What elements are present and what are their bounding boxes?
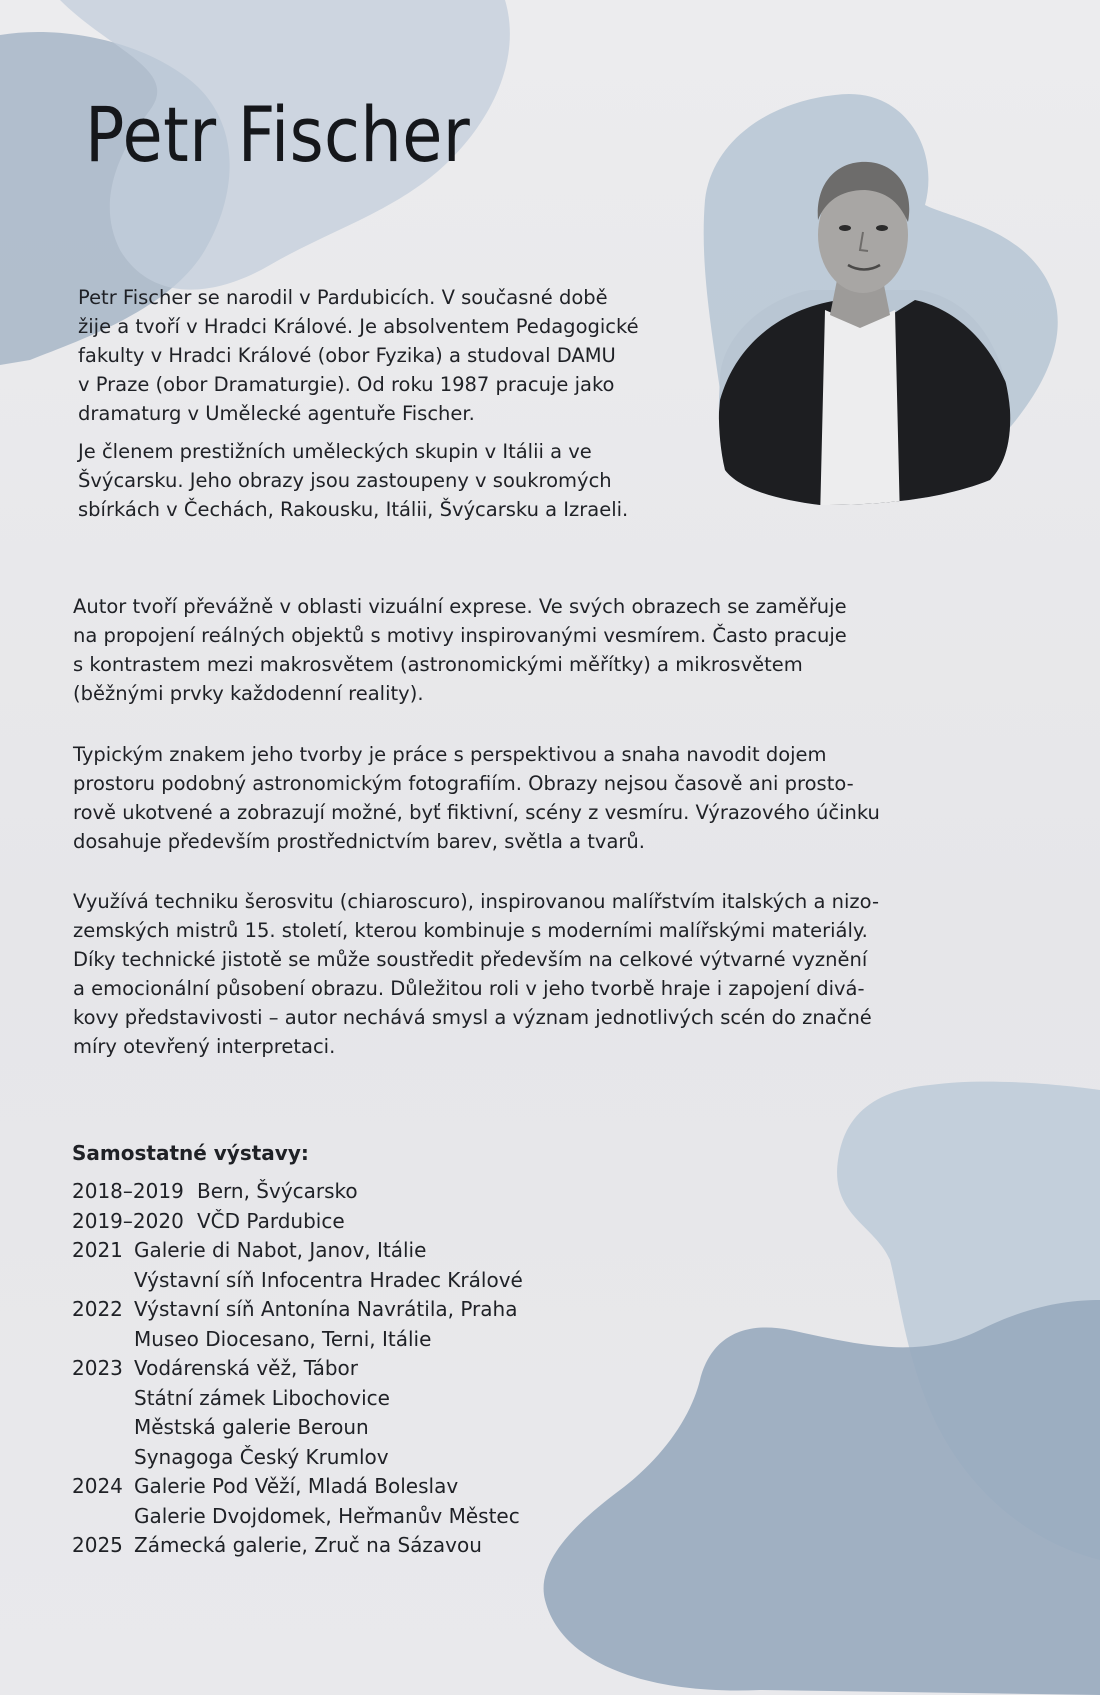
- exhibition-item: [72, 1325, 672, 1355]
- exhibition-item: [72, 1413, 672, 1443]
- exhibition-place: Výstavní síň Infocentra Hradec Králové: [134, 1267, 523, 1292]
- portrait-photo: [700, 150, 1030, 520]
- exhibition-place: Bern, Švýcarsko: [197, 1179, 358, 1203]
- exhibition-item: [72, 1443, 672, 1473]
- exhibition-item: [72, 1354, 672, 1384]
- exhibition-place: VČD Pardubice: [197, 1208, 345, 1233]
- exhibition-year: 2024: [72, 1474, 123, 1498]
- exhibition-year: 2018–2019: [72, 1179, 184, 1203]
- exhibition-place: Synagoga Český Krumlov: [134, 1444, 389, 1469]
- exhibition-place: Galerie Pod Věží, Mladá Boleslav: [134, 1474, 459, 1498]
- exhibition-place: Státní zámek Libochovice: [134, 1385, 390, 1410]
- exhibition-place: Galerie di Nabot, Janov, Itálie: [134, 1238, 427, 1262]
- bio-paragraph: Autor tvoří převážně v oblasti vizuální exprese. Ve svých obrazech se zaměřuje na propojení reálných objektů s motivy inspirovanými vesmírem. Často pracuje s kontrastem mezi makrosvětem (astronomickými měřítky) a mikrosvětem (běžnými prvky každodenní reality).: [73, 595, 847, 705]
- exhibitions-list: [72, 1177, 672, 1561]
- page-title: Petr Fischer: [85, 90, 471, 179]
- exhibition-place: Městská galerie Beroun: [134, 1415, 369, 1439]
- exhibition-item: [72, 1236, 672, 1266]
- exhibition-place: Museo Diocesano, Terni, Itálie: [134, 1326, 432, 1351]
- exhibition-place: Zámecká galerie, Zruč na Sázavou: [134, 1533, 482, 1557]
- exhibition-item: [72, 1266, 672, 1296]
- exhibition-year: 2023: [72, 1356, 123, 1380]
- exhibition-place: Galerie Dvojdomek, Heřmanův Městec: [134, 1503, 520, 1528]
- exhibition-item: [72, 1531, 672, 1561]
- exhibition-place: Výstavní síň Antonína Navrátila, Praha: [134, 1297, 518, 1321]
- exhibition-item: [72, 1384, 672, 1414]
- exhibition-item: [72, 1207, 672, 1237]
- exhibition-item: [72, 1177, 672, 1207]
- portrait-shirt: [820, 310, 900, 520]
- bio-paragraph: Petr Fischer se narodil v Pardubicích. V současné době žije a tvoří v Hradci Králové. Je absolventem Pedagogické fakulty v Hradci Králové (obor Fyzika) a studoval DAMU v Praze (obor Dramaturgie). Od roku 1987 pracuje jako dramaturg v Umělecké agentuře Fischer.: [78, 286, 639, 425]
- exhibition-year: 2025: [72, 1533, 123, 1557]
- bio-paragraph: Využívá techniku šerosvitu (chiaroscuro), inspirovanou malířstvím italských a nizo- zemských mistrů 15. století, kterou kombinuje s moderními malířskými materiály. Díky technické jistotě se může soustředit především na celkové výtvarné vyznění a emocionální působení obrazu. Důležitou roli v jeho tvorbě hraje i zapojení divá- kovy představivosti – autor nechává smysl a význam jednotlivých scén do značné míry otevřený interpretaci.: [73, 890, 879, 1058]
- exhibitions-heading: Samostatné výstavy:: [72, 1141, 309, 1165]
- exhibition-year: 2021: [72, 1238, 123, 1262]
- exhibition-year: 2022: [72, 1297, 123, 1321]
- exhibition-place: Vodárenská věž, Tábor: [134, 1356, 359, 1380]
- exhibition-year: 2019–2020: [72, 1208, 184, 1233]
- bio-paragraph: Je členem prestižních uměleckých skupin v Itálii a ve Švýcarsku. Jeho obrazy jsou zastoupeny v soukromých sbírkách v Čechách, Rakousku, Itálii, Švýcarsku a Izraeli.: [78, 440, 629, 521]
- bio-paragraph: Typickým znakem jeho tvorby je práce s perspektivou a snaha navodit dojem prostoru podobný astronomickým fotografiím. Obrazy nejsou časově ani prosto- rově ukotvené a zobrazují možné, byť fiktivní, scény z vesmíru. Výrazového účinku dosahuje především prostřednictvím barev, světla a tvarů.: [73, 743, 880, 853]
- exhibition-item: [72, 1502, 672, 1532]
- exhibition-item: [72, 1295, 672, 1325]
- exhibition-item: [72, 1472, 672, 1502]
